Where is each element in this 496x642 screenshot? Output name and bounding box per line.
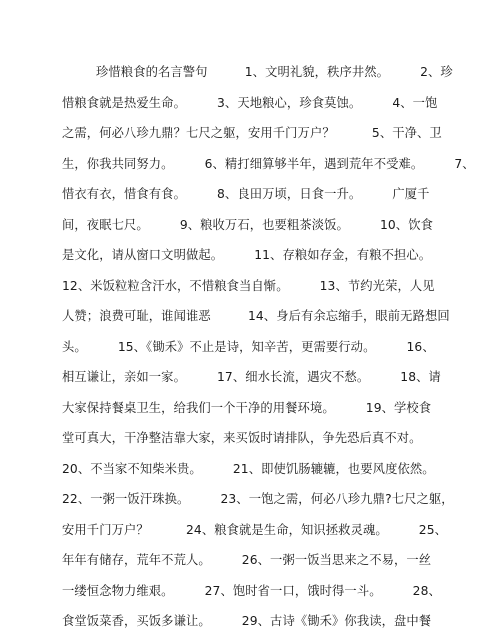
text-line: 惜衣有衣，惜食有食。 8、良田万顷，日食一升。 广厦千 xyxy=(62,187,430,201)
text-line: 12、米饭粒粒含汗水，不惜粮食当自惭。 13、节约光荣，人见 xyxy=(62,278,435,293)
text-line: 头。 15、《锄禾》不止是诗，知辛苦，更需要行动。 16、 xyxy=(62,339,435,354)
text-line: 堂可真大，干净整洁靠大家，来买饭时请排队，争先恐后真不对。 xyxy=(62,431,422,445)
document-body xyxy=(62,62,475,642)
text-line: 人赞；浪费可耻，谁闻谁恶 14、身后有余忘缩手，眼前无路想回 xyxy=(62,309,450,323)
text-line: 年年有储存，荒年不荒人。 26、一粥一饭当思来之不易，一丝 xyxy=(62,553,432,567)
text-line: 是文化，请从窗口文明做起。 11、存粮如存金，有粮不担心。 xyxy=(62,248,432,262)
text-line: 惜粮食就是热爱生命。 3、天地粮心，珍食莫蚀。 4、一饱 xyxy=(62,95,438,110)
text-line: 珍惜粮食的名言警句 1、文明礼貌，秩序井然。 2、珍 xyxy=(96,65,453,79)
text-line: 间，夜眠七尺。 9、粮收万石，也要粗茶淡饭。 10、饮食 xyxy=(62,217,433,232)
text-line: 大家保持餐桌卫生，给我们一个干净的用餐环境。 19、学校食 xyxy=(62,400,432,415)
text-line: 食堂饭菜香，买饭多谦让。 29、古诗《锄禾》你我读，盘中餐 xyxy=(62,614,432,628)
text-line: 之需，何必八珍九鼎？七尺之躯，安用千门万户？ 5、干净、卫 xyxy=(62,126,442,140)
text-line: 生，你我共同努力。 6、精打细算够半年，遇到荒年不受难。 7、 xyxy=(62,156,475,171)
text-line: 安用千门万户？ 24、粮食就是生命，知识拯救灵魂。 25、 xyxy=(62,522,448,537)
text-line: 相互谦让，亲如一家。 17、细水长流，遇灾不愁。 18、请 xyxy=(62,370,441,384)
text-line: 22、一粥一饭汗珠换。 23、一饱之需，何必八珍九鼎?七尺之躯， xyxy=(62,492,454,506)
text-line: 20、不当家不知柴米贵。 21、即使饥肠辘辘，也要风度依然。 xyxy=(62,461,435,476)
text-line: 一缕恒念物力维艰。 27、饱时省一口，饿时得一斗。 28、 xyxy=(62,583,441,598)
